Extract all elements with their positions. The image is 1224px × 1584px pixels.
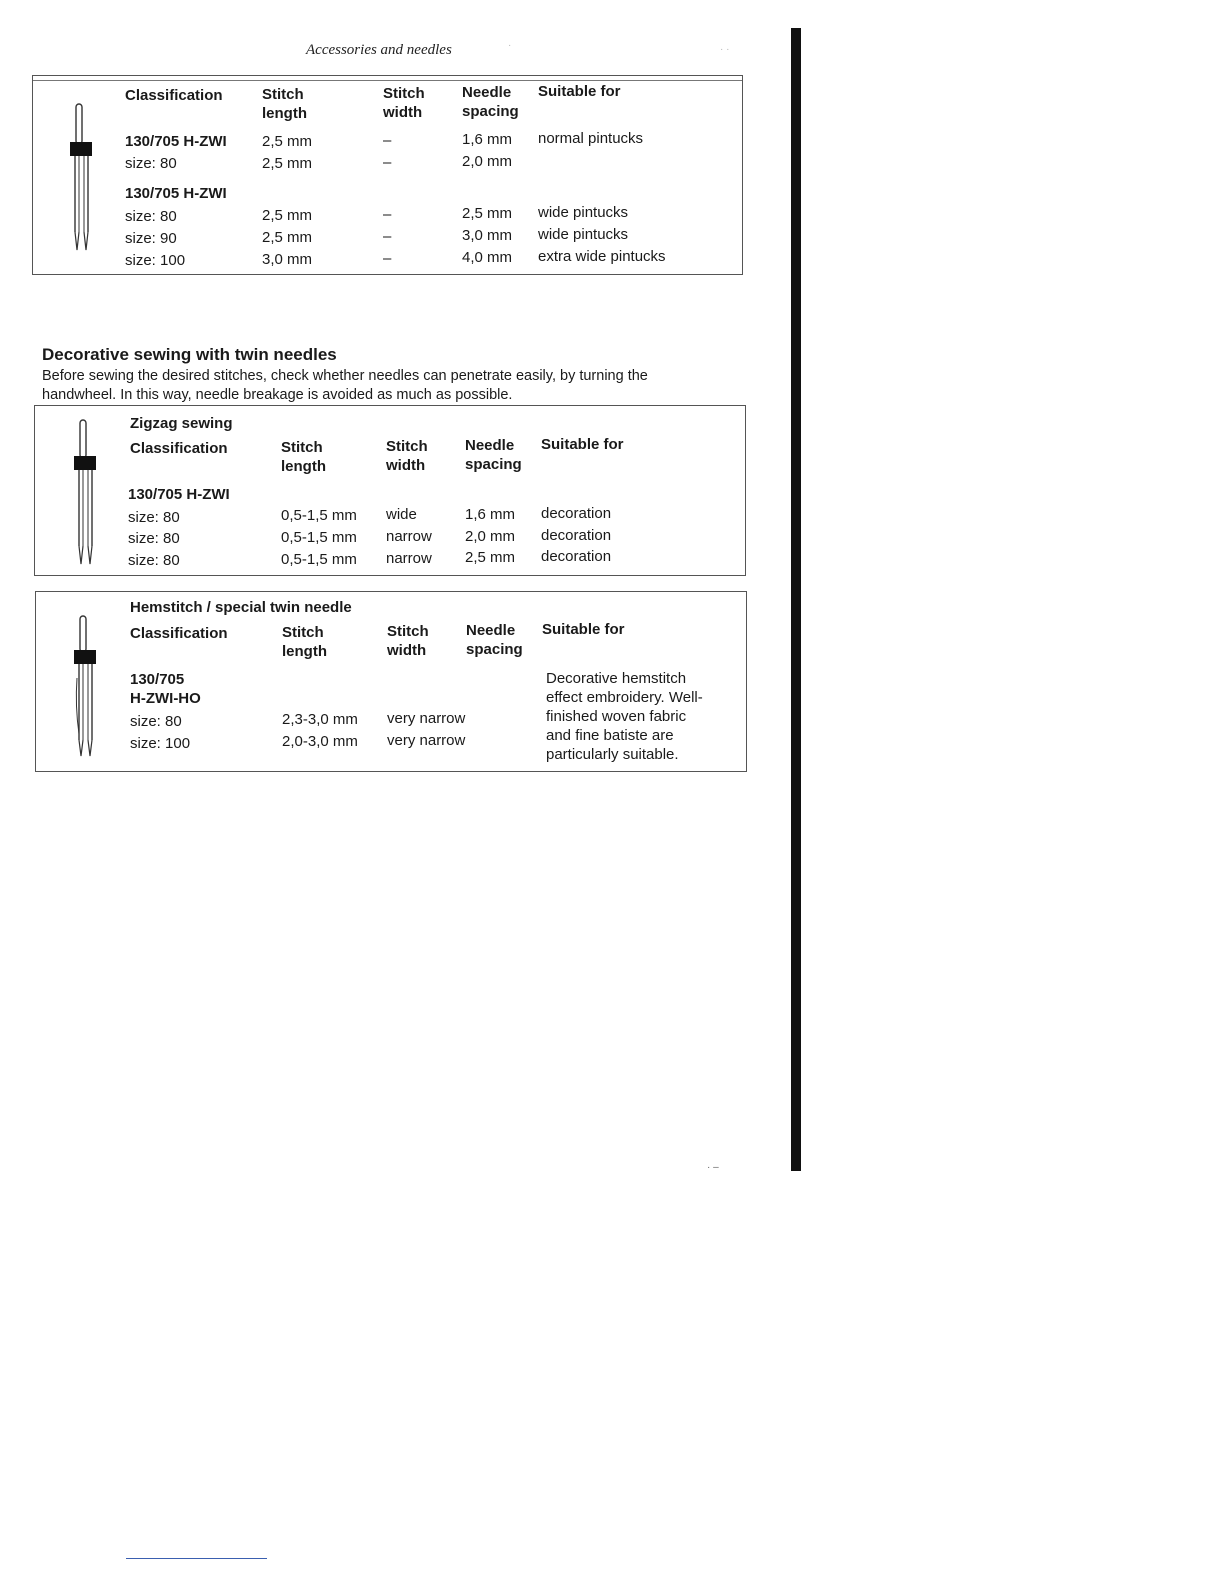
stitch-width-cell: narrow <box>386 528 432 545</box>
table2-header-stitch-length: length <box>281 458 326 475</box>
table2-header-suitable-for: Suitable for <box>541 436 624 453</box>
table2-header-classification: Classification <box>130 440 228 457</box>
needle-spacing-cell: 2,5 mm <box>462 205 513 222</box>
footer-rule <box>126 1558 267 1559</box>
table2-header-stitch-width: width <box>386 457 426 474</box>
section-title: Decorative sewing with twin needles <box>42 345 337 364</box>
table1-header-stitch-length: length <box>262 105 307 122</box>
table1-header-needle-spacing: Needle <box>462 84 512 101</box>
table2-header-stitch-width: Stitch <box>386 438 428 455</box>
table1-header-stitch-width: width <box>383 104 423 121</box>
table2-header-needle-spacing: spacing <box>465 456 522 473</box>
suitable-for-line: effect embroidery. Well- <box>546 689 703 706</box>
needle-size-cell: size: 80 <box>125 208 177 225</box>
twin-needle-icon <box>60 104 100 254</box>
table3-header-stitch-length: Stitch <box>282 624 324 641</box>
needle-size-cell: size: 80 <box>128 552 180 569</box>
table2-title: Zigzag sewing <box>130 415 233 432</box>
twin-needle-icon <box>64 420 104 570</box>
needle-classification: 130/705 <box>130 671 185 688</box>
table3-header-needle-spacing: spacing <box>466 641 523 658</box>
stitch-width-cell: – <box>383 206 392 223</box>
suitable-for-cell: wide pintucks <box>538 226 629 243</box>
suitable-for-cell: normal pintucks <box>538 130 644 147</box>
stitch-length-cell: 2,5 mm <box>262 133 313 150</box>
stitch-width-cell: wide <box>386 506 417 523</box>
hemstitch-twin-needle-icon <box>64 616 104 766</box>
suitable-for-cell: extra wide pintucks <box>538 248 666 265</box>
needle-classification: H-ZWI-HO <box>130 690 201 707</box>
stitch-length-cell: 0,5-1,5 mm <box>281 529 357 546</box>
needle-spacing-cell: 2,0 mm <box>462 153 513 170</box>
needle-size-cell: size: 100 <box>125 252 186 269</box>
running-title: Accessories and needles <box>306 42 452 58</box>
needle-size-cell: size: 80 <box>128 509 180 526</box>
needle-spacing-cell: 1,6 mm <box>462 131 513 148</box>
needle-spacing-cell: 4,0 mm <box>462 249 513 266</box>
needle-size-cell: size: 90 <box>125 230 177 247</box>
stitch-length-cell: 2,5 mm <box>262 207 313 224</box>
table1-header-needle-spacing: spacing <box>462 103 519 120</box>
needle-size-cell: size: 80 <box>130 713 182 730</box>
suitable-for-cell: decoration <box>541 548 612 565</box>
stitch-length-cell: 2,5 mm <box>262 155 313 172</box>
stitch-width-cell: very narrow <box>387 732 466 749</box>
stitch-width-cell: – <box>383 154 392 171</box>
needle-spacing-cell: 2,0 mm <box>465 528 516 545</box>
needle-size-cell: size: 80 <box>128 530 180 547</box>
stitch-length-cell: 2,3-3,0 mm <box>282 711 358 728</box>
table2-header-stitch-length: Stitch <box>281 439 323 456</box>
suitable-for-cell: decoration <box>541 527 612 544</box>
needle-classification: 130/705 H-ZWI <box>125 185 227 202</box>
stitch-length-cell: 0,5-1,5 mm <box>281 507 357 524</box>
stitch-width-cell: narrow <box>386 550 432 567</box>
stitch-width-cell: – <box>383 228 392 245</box>
suitable-for-line: particularly suitable. <box>546 746 679 763</box>
needle-spacing-cell: 1,6 mm <box>465 506 516 523</box>
page-edge-bar <box>791 28 801 1171</box>
needle-size-cell: size: 80 <box>125 155 177 172</box>
stitch-length-cell: 2,0-3,0 mm <box>282 733 358 750</box>
stitch-width-cell: – <box>383 250 392 267</box>
scan-speck: · <box>508 40 512 51</box>
suitable-for-line: and fine batiste are <box>546 727 674 744</box>
stitch-width-cell: – <box>383 132 392 149</box>
table3-header-classification: Classification <box>130 625 228 642</box>
table2-header-needle-spacing: Needle <box>465 437 515 454</box>
table3-header-stitch-width: Stitch <box>387 623 429 640</box>
table3-title: Hemstitch / special twin needle <box>130 599 352 616</box>
needle-spacing-cell: 2,5 mm <box>465 549 516 566</box>
table1-header-stitch-length: Stitch <box>262 86 304 103</box>
scan-speck: · · <box>720 44 730 55</box>
suitable-for-line: finished woven fabric <box>546 708 687 725</box>
table3-header-stitch-length: length <box>282 643 327 660</box>
needle-classification: 130/705 H-ZWI <box>128 486 230 503</box>
stitch-length-cell: 0,5-1,5 mm <box>281 551 357 568</box>
needle-classification: 130/705 H-ZWI <box>125 133 227 150</box>
table3-header-suitable-for: Suitable for <box>542 621 625 638</box>
needle-size-cell: size: 100 <box>130 735 191 752</box>
suitable-for-cell: decoration <box>541 505 612 522</box>
table1-header-stitch-width: Stitch <box>383 85 425 102</box>
table3-header-needle-spacing: Needle <box>466 622 516 639</box>
stitch-length-cell: 2,5 mm <box>262 229 313 246</box>
section-intro-line: handwheel. In this way, needle breakage is avoided as much as possible. <box>42 387 513 403</box>
table3-header-stitch-width: width <box>387 642 427 659</box>
scan-speck: · – <box>707 1162 719 1173</box>
section-intro-line: Before sewing the desired stitches, check whether needles can penetrate easily, by turning the <box>42 368 648 384</box>
stitch-width-cell: very narrow <box>387 710 466 727</box>
needle-spacing-cell: 3,0 mm <box>462 227 513 244</box>
suitable-for-cell: wide pintucks <box>538 204 629 221</box>
suitable-for-line: Decorative hemstitch <box>546 670 687 687</box>
stitch-length-cell: 3,0 mm <box>262 251 313 268</box>
table1-header-suitable-for: Suitable for <box>538 83 621 100</box>
table1-header-classification: Classification <box>125 87 223 104</box>
